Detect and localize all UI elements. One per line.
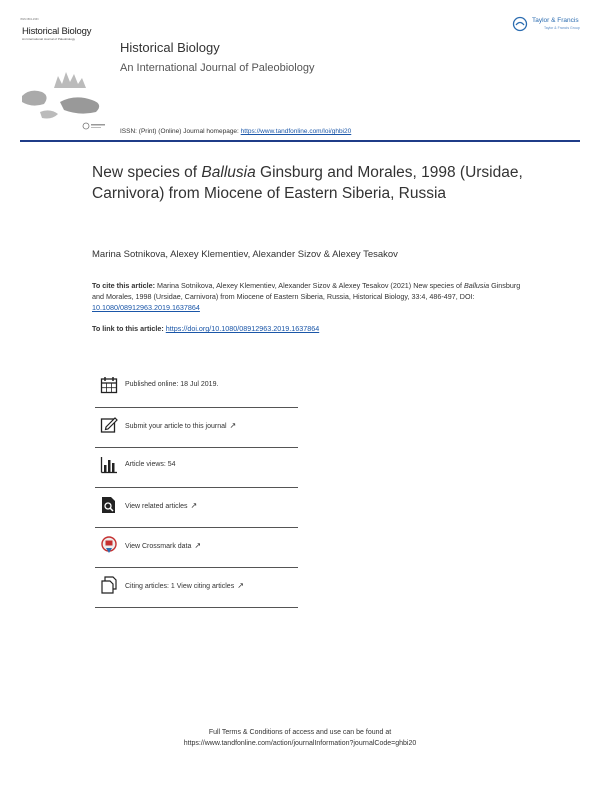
journal-title: Historical Biology: [120, 40, 220, 55]
terms-footer: [0, 727, 600, 749]
doi-link[interactable]: 10.1080/08912963.2019.1637864: [92, 303, 200, 312]
publisher-logo[interactable]: [512, 16, 587, 36]
header-divider: [20, 140, 580, 142]
terms-text: Full Terms & Conditions of access and use can be found at: [208, 729, 392, 736]
taylor-francis-icon: [512, 16, 528, 32]
crossmark-row[interactable]: [95, 528, 298, 568]
article-authors: Marina Sotnikova, Alexey Klementiev, Alexander Sizov & Alexey Tesakov: [92, 249, 398, 260]
publisher-group: Taylor & Francis Group: [544, 26, 580, 30]
terms-url[interactable]: https://www.tandfonline.com/action/journalInformation?journalCode=ghbi20: [183, 740, 417, 747]
calendar-icon: [100, 376, 118, 394]
article-link-line: [92, 324, 319, 333]
external-link-icon: ↗: [229, 421, 237, 430]
citing-articles-row[interactable]: [95, 568, 298, 608]
cover-title: Historical Biology: [22, 26, 92, 37]
cover-subtitle: An International Journal of Paleobiology: [22, 37, 76, 41]
journal-homepage-link[interactable]: https://www.tandfonline.com/loi/ghbi20: [240, 128, 352, 135]
cover-issn: ISSN 0891-2963: [20, 18, 39, 21]
related-articles-row[interactable]: [95, 488, 298, 528]
article-title: New species of Ballusia Ginsburg and Morales, 1998 (Ursidae, Carnivora) from Miocene of Eastern Siberia, Russia: [92, 164, 523, 202]
citing-articles-icon: [100, 576, 118, 594]
published-online-label: Published online: 18 Jul 2019.: [125, 381, 219, 388]
cite-label: To cite this article:: [92, 281, 155, 290]
cover-publisher-logo: [82, 122, 106, 130]
published-online-row: [95, 368, 298, 408]
link-label: To link to this article:: [92, 324, 166, 333]
external-link-icon: ↗: [237, 581, 244, 590]
citation-block: To cite this article: Marina Sotnikova, Alexey Klementiev, Alexander Sizov & Alexey Tesakov (2021) New species of Ballusia Ginsburg and Morales, 1998 (Ursidae, Carnivora) from Miocene of Eastern Siberia, Russia, Historical Biology, 33:4, 486-497, DOI: 10.1080/08912963.2019.1637864: [92, 281, 521, 312]
submit-article-link[interactable]: Submit your article to this journal ↗: [125, 421, 237, 430]
crossmark-icon: [100, 536, 118, 554]
article-views-label: Article views: 54: [125, 461, 176, 468]
submit-article-row[interactable]: [95, 408, 298, 448]
journal-cover: [20, 18, 110, 136]
crossmark-link[interactable]: View Crossmark data ↗: [125, 541, 202, 550]
article-info-list: [95, 368, 298, 608]
publisher-name: Taylor & Francis: [532, 17, 579, 24]
external-link-icon: ↗: [194, 541, 202, 550]
related-articles-link[interactable]: View related articles ↗: [125, 501, 198, 510]
article-views-row: [95, 448, 298, 488]
related-articles-icon: [100, 496, 118, 514]
issn-line: [120, 128, 351, 135]
article-doi-url[interactable]: https://doi.org/10.1080/08912963.2019.1637864: [165, 324, 320, 333]
issn-text: ISSN: (Print) (Online) Journal homepage:: [120, 128, 241, 135]
genus-name: Ballusia: [201, 164, 256, 181]
submit-icon: [100, 416, 118, 434]
journal-subtitle: An International Journal of Paleobiology: [120, 62, 315, 74]
citing-articles-link[interactable]: Citing articles: 1 View citing articles ↗: [125, 581, 244, 590]
external-link-icon: ↗: [190, 501, 198, 510]
bar-chart-icon: [100, 456, 118, 474]
